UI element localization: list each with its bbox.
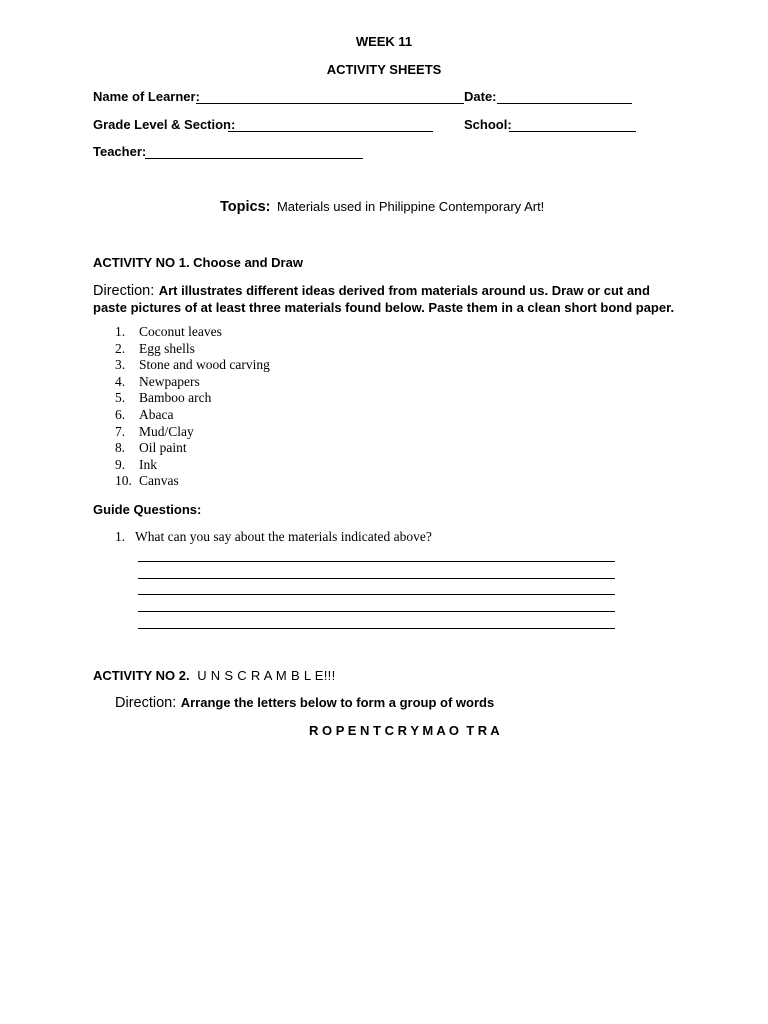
page-title: ACTIVITY SHEETS: [326, 62, 442, 77]
activity-2-direction: [115, 694, 494, 712]
answer-line[interactable]: [138, 561, 615, 562]
list-item: 1. Coconut leaves: [115, 324, 222, 339]
list-item: 2. Egg shells: [115, 340, 195, 356]
list-item: 6. Abaca: [115, 406, 174, 422]
week-heading: WEEK 11: [355, 34, 413, 49]
question-number: 1.: [115, 529, 126, 544]
activity-2-title: [93, 668, 336, 683]
list-item: 5. Bamboo arch: [115, 390, 212, 406]
answer-line[interactable]: [138, 611, 615, 612]
list-item: 8. Oil paint: [115, 440, 187, 456]
list-item: 7. Mud/Clay: [115, 423, 194, 439]
guide-question-1: [115, 529, 432, 545]
teacher-label: Teacher:: [93, 144, 147, 159]
answer-line[interactable]: [138, 594, 615, 595]
list-item: 3. Stone and wood carving: [115, 357, 270, 373]
direction-label: Direction:: [93, 283, 155, 299]
topics-line: [220, 198, 544, 216]
grade-level-section-label: Grade Level & Section:: [93, 117, 236, 132]
answer-line[interactable]: [138, 578, 615, 579]
question-text: What can you say about the materials indicated above?: [135, 529, 432, 544]
date-field[interactable]: [497, 103, 632, 104]
guide-questions-title: Guide Questions:: [93, 502, 202, 517]
grade-level-section-field[interactable]: [228, 131, 433, 132]
name-of-learner-label: Name of Learner:: [93, 89, 200, 104]
name-of-learner-field[interactable]: [196, 103, 464, 104]
list-item: 10. Canvas: [115, 473, 179, 489]
activity-1-direction-line-1: [93, 282, 650, 300]
activity-1-direction-line-2: paste pictures of at least three materials found below. Paste them in a clean short bond paper.: [93, 300, 675, 315]
activity-2-word: U N S C R A M B L E!!!: [197, 668, 336, 683]
school-field[interactable]: [509, 131, 636, 132]
materials-list: [115, 324, 270, 490]
direction-text-1: Art illustrates different ideas derived from materials around us. Draw or cut and: [158, 283, 650, 298]
direction-label: Direction:: [115, 695, 177, 711]
direction-text: Arrange the letters below to form a group of words: [180, 695, 495, 710]
topics-label: Topics:: [220, 199, 271, 215]
teacher-field[interactable]: [145, 158, 363, 159]
activity-1-title: ACTIVITY NO 1. Choose and Draw: [93, 255, 303, 270]
list-item: 9. Ink: [115, 456, 157, 472]
topics-text: Materials used in Philippine Contemporary Art!: [276, 199, 545, 214]
activity-2-prefix: ACTIVITY NO 2.: [93, 668, 190, 683]
answer-line[interactable]: [138, 628, 615, 629]
school-label: School:: [464, 117, 512, 132]
date-label: Date:: [464, 89, 497, 104]
list-item: 4. Newpapers: [115, 373, 200, 389]
scrambled-letters: R O P E N T C R Y M A O T R A: [309, 723, 500, 738]
